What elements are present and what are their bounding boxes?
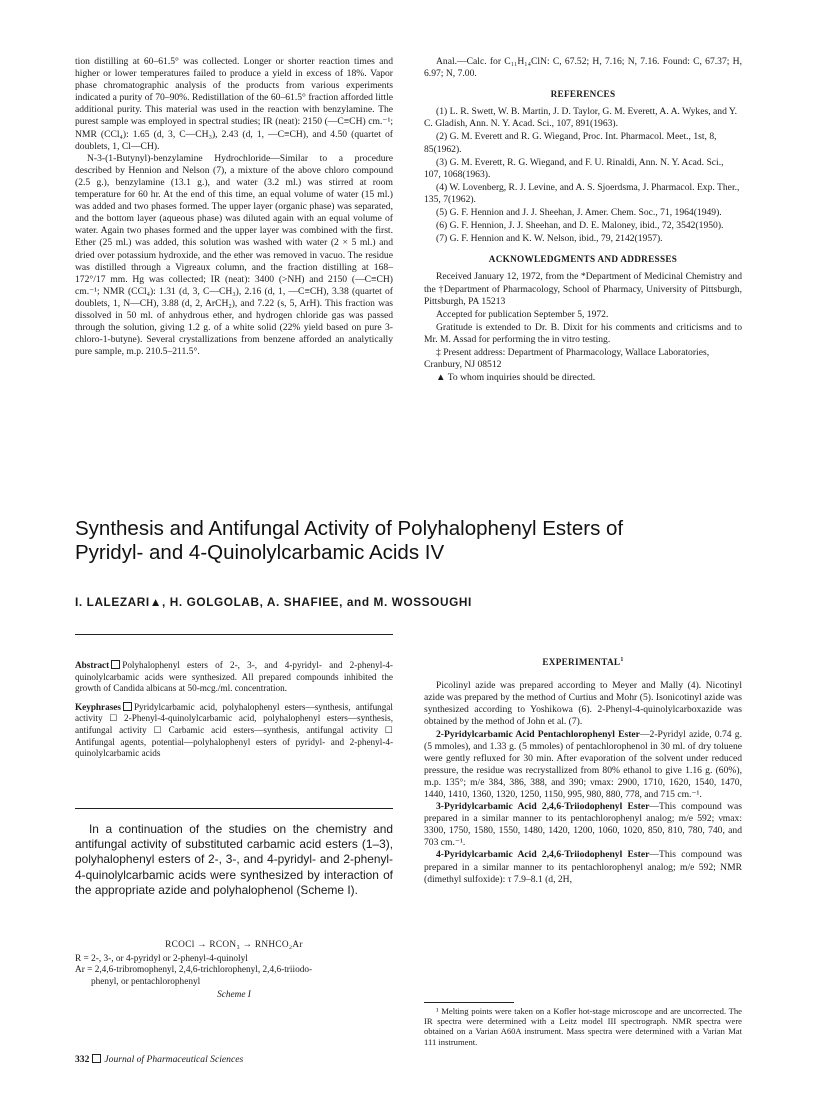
footnote [424,1006,742,1047]
divider [75,634,393,635]
experimental-column [424,654,742,886]
ack-paragraph: ▲ To whom inquiries should be directed. [436,372,596,384]
reaction-scheme [75,940,393,1001]
experimental-paragraph: Picolinyl azide was prepared according to Meyer and Mally (4). Nicotinyl azide was prepared by the method of Curtius and Mohr (5). Isonicotinyl azide was synthesized according to Yoshikowa (6). 2-Phenyl-4-quinolylcarboxazide was obtained by the method of John et al. (7). [424,680,742,728]
intro-paragraph: In a continuation of the studies on the chemistry and antifungal activity of substituted carbamic acid esters (1–3), polyhalophenyl esters of 2-, 3-, and 4-pyridyl- and 2-phenyl-4-quinolylcarbamic acids were synthesized by interaction of the appropriate azide and polyhalophenol (Scheme I). [75,822,393,897]
reference-item: (3) G. M. Everett, R. G. Wiegand, and F. U. Rinaldi, Ann. N. Y. Acad. Sci., 107, 1068(1963). [424,156,724,180]
experimental-paragraph [424,849,742,885]
experimental-paragraph [424,729,742,802]
scheme-ar-line: phenyl, or pentachlorophenyl [91,976,201,987]
acknowledgments-heading: ACKNOWLEDGMENTS AND ADDRESSES [488,254,678,265]
article-title-line: Pyridyl- and 4-Quinolylcarbamic Acids IV [75,541,445,564]
keyphrases-label: Keyphrases [75,701,121,712]
compound-heading: 4-Pyridylcarbamic Acid 2,4,6-Triiodophenyl Ester [436,849,650,861]
experimental-heading: EXPERIMENTAL$^1$ [542,657,624,668]
reference-item: (1) L. R. Swett, W. B. Martin, J. D. Taylor, G. M. Everett, A. A. Wykes, and Y. C. Gladish, Ann. N. Y. Acad. Sci., 107, 891(1963). [424,106,737,130]
keyphrases-text: Pyridylcarbamic acid, polyhalophenyl esters—synthesis, antifungal activity ☐ 2-Phenyl-4-quinolylcarbamic acid, polyhalophenyl esters—synthesis, antifungal activity ☐ Carbamic acid esters—synthesis, antifungal activity ☐ Antifungal agents, potential—polyhalophenyl esters of pyridyl- and 2-phenyl-4-quinolylcarbamic acids [75,701,393,759]
analysis-line: Anal.—Calc. for C₁₁H₁₄ClN: C, 67.52; H, 7.16; N, 7.16. Found: C, 67.37; H, 6.97; N, 7.00. [424,56,742,80]
author-list: I. LALEZARI▲, H. GOLGOLAB, A. SHAFIEE, and M. WOSSOUGHI [75,595,472,609]
journal-name: Journal of Pharmaceutical Sciences [104,1054,244,1065]
body-paragraph: tion distilling at 60–61.5° was collected. Longer or shorter reaction times and higher or lower temperatures failed to produce a yield in excess of 18%. Vapor phase chromatographic analysis of the products from various experiments indicated a purity of 70–90%. Redistillation of the 60–61.5° fraction afforded little additional purity. This material was used in the reaction with benzylamine. The purest sample was employed in spectral studies; IR (neat): 2150 (—C≡CH) cm.⁻¹; NMR (CCl₄): 1.65 (d, 3, C—CH₃), 2.43 (d, 1, —C≡CH), and 4.50 (quartet of doublets, 1, Cl—CH). [75,56,393,152]
abstract-text: Polyhalophenyl esters of 2-, 3-, and 4-pyridyl- and 2-phenyl-4-quinolylcarbamic acids were synthesized. All prepared compounds inhibited the growth of Candida albicans at 50-mcg./ml. concentration. [75,660,393,694]
ack-paragraph: Received January 12, 1972, from the *Department of Medicinal Chemistry and the †Department of Pharmacology, School of Pharmacy, University of Pittsburgh, Pittsburgh, PA 15213 [424,271,742,307]
scheme-equation: RCOCl → RCON₃ → RNHCO₂Ar [165,940,303,950]
compound-heading: 3-Pyridylcarbamic Acid 2,4,6-Triiodophenyl Ester [436,801,650,813]
continued-text-column [75,56,393,358]
body-paragraph: N-3-(1-Butynyl)-benzylamine Hydrochloride—Similar to a procedure described by Hennion and Nelson (7), a mixture of the above chloro compound (2.5 g.), benzylamine (13.1 g.), and water (3.2 ml.) was stirred at room temperature for 60 hr. At the end of this time, an equal volume of water (15 ml.) was added and two phases formed. The upper layer (organic phase) was separated, and the bottom layer (aqueous phase) was diluted again with an equal volume of water. Again two phases formed and the upper layer was combined with the first. Ether (25 ml.) was added, this solution was washed with water (2 × 5 ml.) and dried over potassium hydroxide, and the ether was removed in vacuo. The residue was distilled through a Vigreaux column, and the fraction distilling at 168–172°/17 mm. Hg was collected; IR (neat): 3400 (>NH) and 2150 (—C≡CH) cm.⁻¹; NMR (CCl₄): 1.31 (d, 3, C—CH₃), 2.16 (d, 1, —C≡CH), 3.38 (quartet of doublets, 1, N—CH), 3.88 (d, 2, ArCH₂), and 7.22 (s, 5, ArH). This fraction was dissolved in 50 ml. of anhydrous ether, and hydrogen chloride gas was passed through the solution, giving 1.2 g. of a white solid (22% yield based on pure 3-chloro-1-butyne). Several crystallizations from benzene afforded an analytically pure sample, m.p. 210.5–211.5°. [75,152,393,358]
compound-heading: 2-Pyridylcarbamic Acid Pentachlorophenyl Ester [436,728,640,740]
scheme-caption: Scheme I [217,989,251,1000]
article-title [75,517,755,565]
intro-block [75,822,393,898]
box-icon [123,702,132,711]
references-column [424,56,742,385]
compound-text: —This compound was prepared in a similar manner to its pentachlorophenyl analog; m/e 592; NMR (dimethyl sulfoxide): τ 7.9–8.1 (d, 2H, [424,849,742,885]
scheme-ar-line: Ar = 2,4,6-tribromophenyl, 2,4,6-trichlorophenyl, 2,4,6-triiodo- [75,965,313,976]
ack-paragraph: ‡ Present address: Department of Pharmacology, Wallace Laboratories, Cranbury, NJ 08512 [424,346,710,371]
reference-item: (5) G. F. Hennion and J. J. Sheehan, J. Amer. Chem. Soc., 71, 1964(1949). [436,207,722,219]
reference-item: (7) G. F. Hennion and K. W. Nelson, ibid., 79, 2142(1957). [436,233,663,245]
article-title-line: Synthesis and Antifungal Activity of Polyhalophenyl Esters of [75,517,624,540]
ack-paragraph: Gratitude is extended to Dr. B. Dixit for his comments and criticisms and to Mr. M. Assad for performing the in vitro testing. [424,321,742,345]
box-icon [92,1054,101,1063]
reference-item: (6) G. F. Hennion, J. J. Sheehan, and D. E. Maloney, ibid., 72, 3542(1950). [436,220,724,232]
page-footer [75,1054,243,1065]
abstract-block [75,660,393,767]
ack-paragraph: Accepted for publication September 5, 1972. [436,308,609,320]
box-icon [111,660,120,669]
abstract-label: Abstract [75,660,110,670]
page-number: 332 [75,1054,90,1065]
experimental-paragraph [424,801,742,849]
footnote-text: ¹ Melting points were taken on a Kofler hot-stage microscope and are uncorrected. The IR spectra were determined with a Leitz model III spectrograph. NMR spectra were obtained on a Varian A60A instrument. Mass spectra were determined with a Varian Mat 111 instrument. [424,1006,742,1047]
footnote-divider [424,1002,514,1003]
compound-text: —This compound was prepared in a similar manner to its pentachlorophenyl analog; m/e 592; νmax: 3300, 1750, 1580, 1550, 1480, 1420, 1200, 1060, 1020, 850, 810, 780, 740, and 703 cm.⁻¹. [424,801,742,849]
references-heading: REFERENCES [550,89,616,100]
divider [75,808,393,809]
reference-item: (4) W. Lovenberg, R. J. Levine, and A. S. Sjoerdsma, J. Pharmacol. Exp. Ther., 135, 7(1962). [424,181,740,205]
reference-item: (2) G. M. Everett and R. G. Wiegand, Proc. Int. Pharmacol. Meet., 1st, 8, 85(1962). [424,131,717,155]
compound-text: —2-Pyridyl azide, 0.74 g. (5 mmoles), and 1.33 g. (5 mmoles) of pentachlorophenol in 30 ml. of dry toluene were gently refluxed for 30 min. After evaporation of the solvent under reduced pressure, the residue was recrystallized from 80% ethanol to give 1.16 g. (60%), m.p. 135°; m/e 384, 386, 388, and 390; νmax: 2900, 1710, 1620, 1540, 1470, 1440, 1410, 1360, 1320, 1250, 1150, 995, 980, 880, 778, and 715 cm.⁻¹. [424,728,742,800]
scheme-r-line: R = 2-, 3-, or 4-pyridyl or 2-phenyl-4-quinolyl [75,954,248,965]
